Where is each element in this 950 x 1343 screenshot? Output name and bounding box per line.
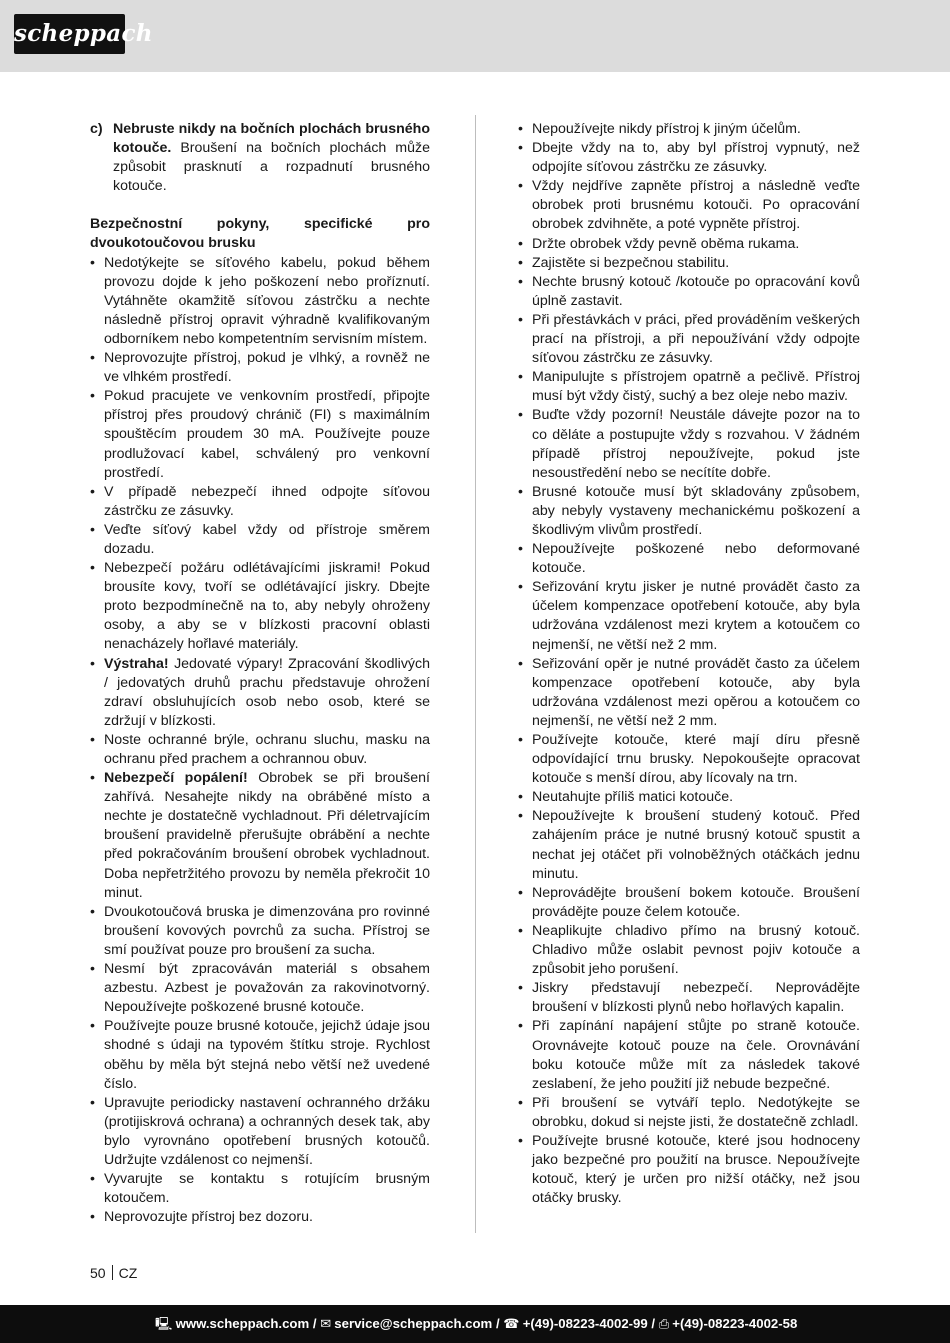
website-link[interactable]: www.scheppach.com / <box>175 1316 317 1331</box>
list-item: • Dvoukotoučová bruska je dimenzována pro rovinné broušení kovových povrchů za sucha. Přístroj se smí používat pouze pro broušení za sucha. <box>90 903 430 960</box>
burn-warning-label: Nebezpečí popálení! <box>104 770 248 787</box>
page-separator <box>112 1265 113 1280</box>
page-footer <box>90 1265 137 1281</box>
column-divider <box>475 115 476 1233</box>
list-item: • Držte obrobek vždy pevně oběma rukama. <box>518 235 860 254</box>
list-item: • Nesmí být zpracováván materiál s obsahem azbestu. Azbest je považován za rakovinotvorný. Nepoužívejte poškozené brusné kotouče. <box>90 960 430 1017</box>
scheppach-logo: scheppach <box>14 14 125 54</box>
item-c <box>90 120 430 196</box>
list-item: • Noste ochranné brýle, ochranu sluchu, masku na ochranu před prachem a ochrannou obuv. <box>90 731 430 769</box>
burn-warning-text: Obrobek se při broušení zahřívá. Nesahejte nikdy na obráběné místo a nechte je dostatečně vychladnout. Při déletrvajícím broušení pravidelně přerušujte obrábění a nechte před pokračováním broušení obrobek vychladnout. Doba nepřetržitého provozu by neměla překročit 10 minut. <box>104 770 430 901</box>
right-column <box>518 120 860 1208</box>
list-item: • Nebezpečí požáru odlétávajícími jiskrami! Pokud brousíte kovy, tvoří se odlétávající jiskry. Dbejte proto bezpodmínečně na to, aby nebyly ohroženy osoby, a aby se v blízkosti pracovní oblasti nenacházely hořlavé materiály. <box>90 559 430 654</box>
list-item: • Neprovozujte přístroj, pokud je vlhký, a rovněž ne ve vlhkém prostředí. <box>90 349 430 387</box>
phone-icon: ☎ <box>503 1316 520 1331</box>
list-item: • Při přestávkách v práci, před prováděním veškerých prací na přístroji, a při nepoužívání vždy odpojte síťovou zástrčku ze zásuvky. <box>518 311 860 368</box>
section-title: Bezpečnostní pokyny, specifické pro dvoukotoučovou brusku <box>90 216 430 252</box>
list-item: • Používejte brusné kotouče, které jsou hodnoceny jako bezpečné pro použití na brusce. Nepoužívejte kotouč, který je určen pro nižší otáčky, než jsou otáčky brusky. <box>518 1132 860 1208</box>
list-item: • Neprovádějte broušení bokem kotouče. Broušení provádějte pouze čelem kotouče. <box>518 884 860 922</box>
left-bullet-list <box>90 254 430 1228</box>
list-item: • Pokud pracujete ve venkovním prostředí, připojte přístroj přes proudový chránič (FI) s maximálním spouštěcím proudem 30 mA. Používejte pouze prodlužovací kabel, schválený pro venkovní prostředí. <box>90 387 430 482</box>
item-c-heading: Nebruste nikdy na bočních plochách brusného kotouče. <box>113 121 430 157</box>
right-bullet-list <box>518 120 860 1208</box>
computer-icon: 🖳 <box>155 1316 173 1331</box>
page-number: 50 <box>90 1265 106 1281</box>
list-item: • Dbejte vždy na to, aby byl přístroj vypnutý, než odpojíte síťovou zástrčku ze zásuvky. <box>518 139 860 177</box>
list-item: • Vyvarujte se kontaktu s rotujícím brusným kotoučem. <box>90 1170 430 1208</box>
language-code: CZ <box>118 1265 138 1281</box>
item-c-text: Broušení na bočních plochách může způsobit prasknutí a rozpadnutí brusného kotouče. <box>113 140 430 195</box>
list-item: • Veďte síťový kabel vždy od přístroje směrem dozadu. <box>90 521 430 559</box>
list-item: • Nepoužívejte poškozené nebo deformované kotouče. <box>518 540 860 578</box>
list-item: • V případě nebezpečí ihned odpojte síťovou zástrčku ze zásuvky. <box>90 483 430 521</box>
list-item: • Seřizování krytu jisker je nutné provádět často za účelem kompenzace opotřebení kotouče, aby byla udržována vzdálenost mezi krytem a kotoučem co nejmenší, ne větší než 2 mm. <box>518 578 860 654</box>
list-item: • Při broušení se vytváří teplo. Nedotýkejte se obrobku, dokud si nejste jisti, že dostatečně zchladl. <box>518 1094 860 1132</box>
list-item-warning <box>90 655 430 731</box>
list-item: • Nepoužívejte k broušení studený kotouč. Před zahájením práce je nutné brusný kotouč spustit a nechat jej otáčet při volnoběžných otáčkách jednu minutu. <box>518 807 860 883</box>
list-item: • Zajistěte si bezpečnou stabilitu. <box>518 254 860 273</box>
list-item: • Neaplikujte chladivo přímo na brusný kotouč. Chladivo může oslabit pevnost pojiv kotouče a způsobit jeho porušení. <box>518 922 860 979</box>
list-item-burn-warning <box>90 769 430 903</box>
list-item: • Nepoužívejte nikdy přístroj k jiným účelům. <box>518 120 860 139</box>
contact-bar <box>0 1305 950 1343</box>
list-item: • Upravujte periodicky nastavení ochranného držáku (protijiskrová ochrana) a ochranných desek tak, aby bylo vyrovnáno opotřebení brusných kotoučů. Udržujte vzdálenost co nejmenší. <box>90 1094 430 1170</box>
fax-icon: ⎙ <box>658 1316 670 1331</box>
list-item: • Používejte kotouče, které mají díru přesně odpovídající trnu brusky. Nepokoušejte opracovat kotouče s menší dírou, aby lícovaly na trn. <box>518 731 860 788</box>
email-icon: ✉ <box>320 1316 332 1331</box>
warning-text: Jedovaté výpary! Zpracování škodlivých / jedovatých druhů prachu představuje ohrožení zdraví obsluhujících osob nebo osob, které se zdržují v blízkosti. <box>104 655 430 729</box>
list-item: • Nechte brusný kotouč /kotouče po opracování kovů úplně zastavit. <box>518 273 860 311</box>
list-item: • Neutahujte příliš matici kotouče. <box>518 788 860 807</box>
left-column <box>90 120 430 1227</box>
list-item: • Nedotýkejte se síťového kabelu, pokud během provozu dojde k jeho poškození nebo proříznutí. Vytáhněte okamžitě síťovou zástrčku a nechte následně přístroj opravit výhradně kvalifikovaným odborníkem nebo kompetentním servisním místem. <box>90 254 430 349</box>
list-item: • Jiskry představují nebezpečí. Neprovádějte broušení v blízkosti plynů nebo hořlavých kapalin. <box>518 979 860 1017</box>
list-item: • Brusné kotouče musí být skladovány způsobem, aby nebyly vystaveny mechanickému poškození a škodlivým vlivům prostředí. <box>518 483 860 540</box>
list-item: • Buďte vždy pozorní! Neustále dávejte pozor na to co děláte a postupujte vždy s rozvahou. V žádném případě přístroj nepoužívejte, pokud jste nesoustředění nebo se necítíte dobře. <box>518 406 860 482</box>
list-item: • Vždy nejdříve zapněte přístroj a následně veďte obrobek proti brusnému kotouči. Po opracování obrobek zdvihněte, a poté vypněte přístroj. <box>518 177 860 234</box>
fax-number: +(49)-08223-4002-58 <box>672 1316 798 1331</box>
list-item: • Neprovozujte přístroj bez dozoru. <box>90 1208 430 1227</box>
warning-label: Výstraha! <box>104 655 169 672</box>
list-item: • Manipulujte s přístrojem opatrně a pečlivě. Přístroj musí být vždy čistý, suchý a bez oleje nebo maziv. <box>518 368 860 406</box>
page-header <box>0 0 950 72</box>
email-link[interactable]: service@scheppach.com / <box>334 1316 500 1331</box>
list-item: • Při zapínání napájení stůjte po straně kotouče. Orovnávejte kotouč pouze na čele. Orovnávání boku kotouče může mít za následek takové zeslabení, že jeho použití již nebude bezpečné. <box>518 1017 860 1093</box>
item-c-marker: c) <box>90 121 103 137</box>
list-item: • Seřizování opěr je nutné provádět často za účelem kompenzace opotřebení kotouče, aby byla udržována vzdálenost mezi opěrou a kotoučem co nejmenší, ne větší než 2 mm. <box>518 655 860 731</box>
phone-number: +(49)-08223-4002-99 / <box>522 1316 656 1331</box>
list-item: • Používejte pouze brusné kotouče, jejichž údaje jsou shodné s údaji na typovém štítku stroje. Rychlost oběhu by měla být stejná nebo větší než uvedené číslo. <box>90 1017 430 1093</box>
